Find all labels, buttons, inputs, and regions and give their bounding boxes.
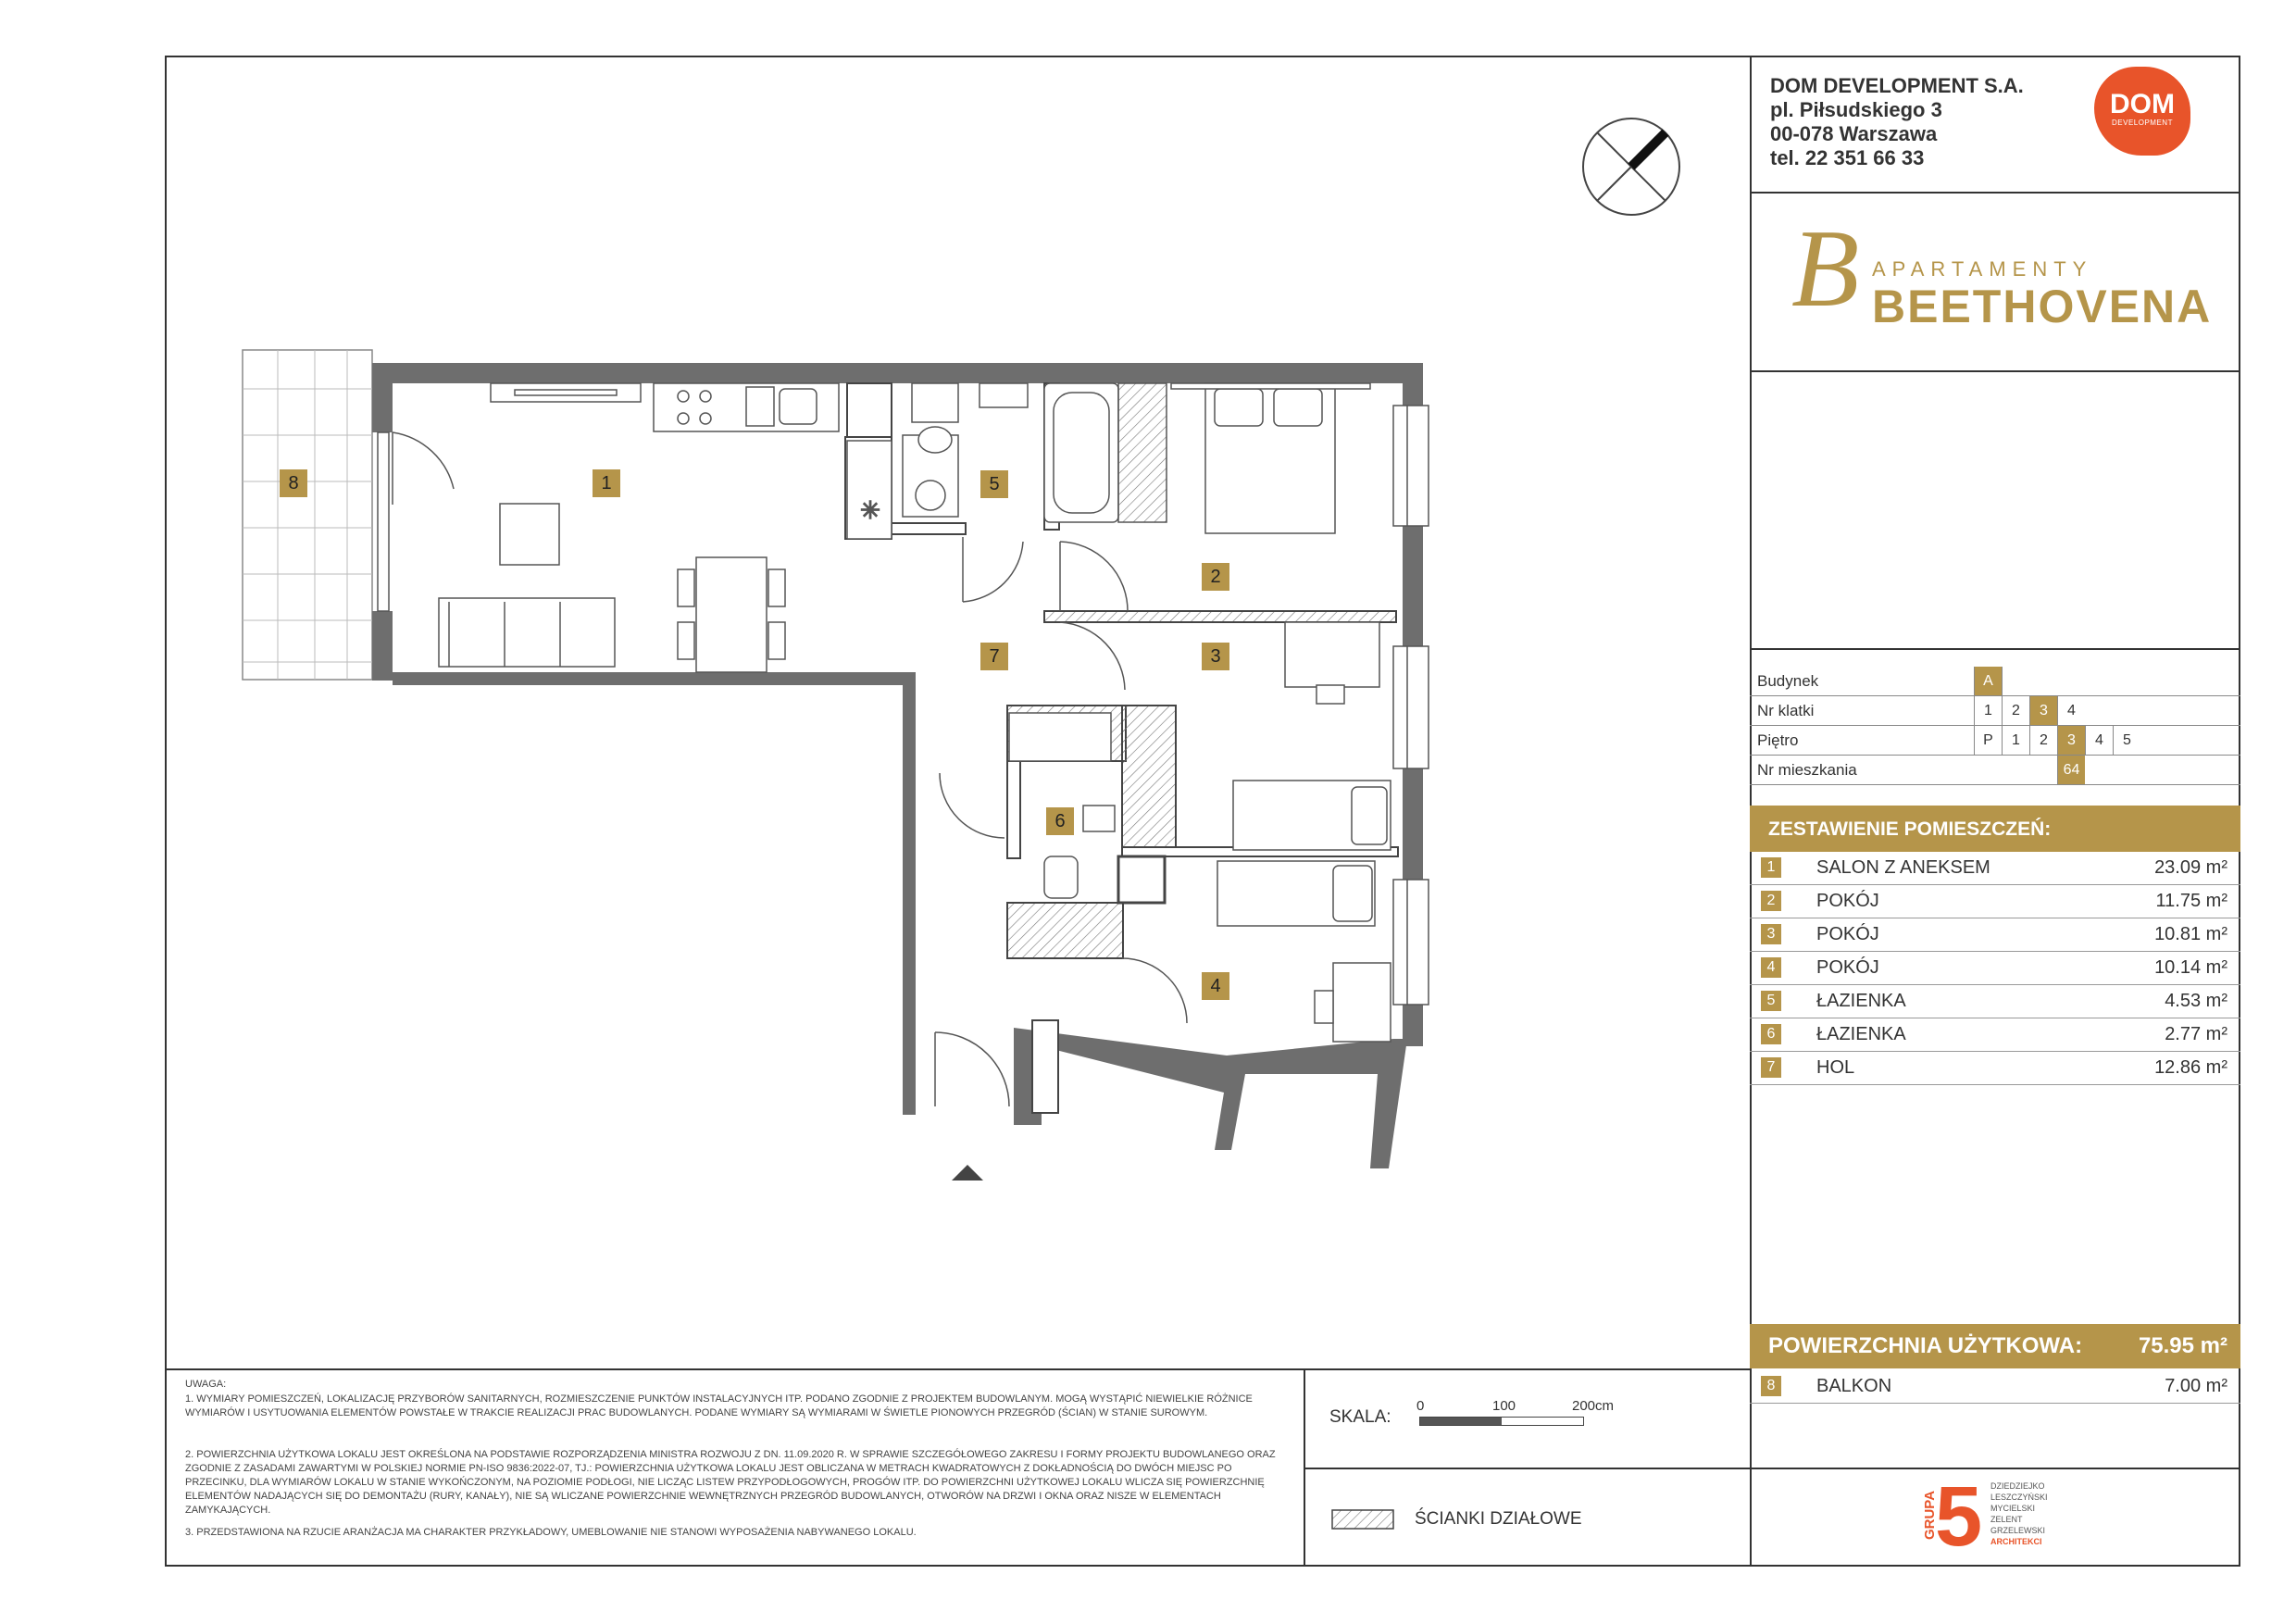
room-area: 2.77 m² <box>2165 1024 2227 1044</box>
architect-line-3: MYCIELSKI <box>1990 1504 2036 1513</box>
building-label: Budynek <box>1757 672 1819 690</box>
room-row <box>1750 1052 2240 1085</box>
floor-label: Piętro <box>1757 731 1799 749</box>
room-num: 4 <box>1761 957 1781 978</box>
apartment-row <box>1750 756 2240 785</box>
room-area: 12.86 m² <box>2154 1057 2227 1078</box>
bedroom-furniture <box>1171 383 1391 1042</box>
architect-line-1: DZIEDZIEJKO <box>1990 1481 2045 1491</box>
stairwell-cell: 2 <box>2002 696 2029 725</box>
room-label-8: 8 <box>280 469 307 497</box>
scale-tick-0: 0 <box>1416 1398 1425 1414</box>
architect-line-5: GRZELEWSKI <box>1990 1526 2046 1535</box>
stairwell-cell: 4 <box>2057 696 2085 725</box>
scale-bar <box>1419 1417 1584 1426</box>
room-label-4: 4 <box>1202 972 1229 1000</box>
room-label-5: 5 <box>980 470 1008 498</box>
scale-tick-1: 100 <box>1492 1398 1516 1414</box>
floor-cell: P <box>1974 726 2002 755</box>
dom-development-logo <box>2094 67 2190 156</box>
logo-main-text: DOM <box>2110 89 2175 119</box>
room-row <box>1750 985 2240 1018</box>
room-name: POKÓJ <box>1816 957 1879 978</box>
floor-cell-selected: 3 <box>2057 726 2085 755</box>
apartment-cell: 64 <box>2057 756 2085 784</box>
room-area: 10.81 m² <box>2154 924 2227 944</box>
room-name: POKÓJ <box>1816 891 1879 911</box>
floor-cell: 5 <box>2113 726 2140 755</box>
grupa-text: GRUPA <box>1922 1490 1939 1541</box>
building-cell: A <box>1974 667 2002 695</box>
architect-line-6: ARCHITEKCI <box>1990 1537 2042 1546</box>
room-name: SALON Z ANEKSEM <box>1816 857 1990 878</box>
floor-cell: 2 <box>2029 726 2057 755</box>
five-text: 5 <box>1935 1469 1983 1564</box>
building-row <box>1750 667 2240 696</box>
room-row <box>1750 1018 2240 1052</box>
living-furniture <box>439 504 785 672</box>
rooms-title <box>1750 806 2240 852</box>
project-name-bottom: BEETHOVENA <box>1872 281 2213 332</box>
room-name: ŁAZIENKA <box>1816 1024 1906 1044</box>
balcony-row <box>1750 1370 2240 1404</box>
logo-sub-text: DEVELOPMENT <box>2112 119 2173 127</box>
company-address-2: 00-078 Warszawa <box>1770 122 1938 145</box>
partition-legend-swatch <box>1331 1509 1394 1530</box>
sidebar-hline-1 <box>1750 192 2240 194</box>
sidebar-hline-2 <box>1750 370 2240 372</box>
room-label-3: 3 <box>1202 643 1229 670</box>
floor-cell: 4 <box>2085 726 2113 755</box>
room-num: 3 <box>1761 924 1781 944</box>
room-row <box>1750 852 2240 885</box>
architect-logo <box>1918 1469 2103 1564</box>
balcony-area: 7.00 m² <box>2165 1376 2227 1396</box>
stairwell-row <box>1750 696 2240 726</box>
room-num: 5 <box>1761 991 1781 1011</box>
room-num: 1 <box>1761 857 1781 878</box>
room-label-7: 7 <box>980 643 1008 670</box>
scale-divider <box>1304 1468 1750 1469</box>
apartment-label: Nr mieszkania <box>1757 761 1857 779</box>
usable-area-value: 75.95 m² <box>2138 1333 2227 1358</box>
room-name: ŁAZIENKA <box>1816 991 1906 1011</box>
room-area: 4.53 m² <box>2165 991 2227 1011</box>
room-num: 6 <box>1761 1024 1781 1044</box>
usable-area-bar <box>1750 1324 2240 1368</box>
balcony-name: BALKON <box>1816 1376 1892 1396</box>
note-3: 3. PRZEDSTAWIONA NA RZUCIE ARANŻACJA MA CHARAKTER PRZYKŁADOWY, UMEBLOWANIE NIE STANOWI WYPOSAŻENIA NABYWANEGO LOKALU. <box>185 1527 917 1538</box>
company-address-1: pl. Piłsudskiego 3 <box>1770 98 1942 121</box>
architect-line-2: LESZCZYŃSKI <box>1990 1493 2048 1502</box>
svg-text:✳: ✳ <box>860 496 880 524</box>
stairwell-cell: 1 <box>1974 696 2002 725</box>
room-num: 7 <box>1761 1057 1781 1078</box>
room-name: POKÓJ <box>1816 924 1879 944</box>
scale-tick-2: 200cm <box>1572 1398 1615 1414</box>
sidebar-hline-3 <box>1750 648 2240 650</box>
room-label-6: 6 <box>1046 807 1074 835</box>
balcony-num: 8 <box>1761 1376 1781 1396</box>
empty-cell <box>2002 667 2029 695</box>
company-phone: tel. 22 351 66 33 <box>1770 146 1925 169</box>
notes-title: UWAGA: <box>185 1379 227 1390</box>
room-area: 10.14 m² <box>2154 957 2227 978</box>
sidebar-hline-4 <box>1750 1468 2240 1469</box>
rooms-title-text: ZESTAWIENIE POMIESZCZEŃ: <box>1768 818 2052 840</box>
room-area: 11.75 m² <box>2155 891 2227 911</box>
scale-bar-filled <box>1420 1418 1502 1425</box>
room-label-1: 1 <box>593 469 620 497</box>
room-num: 2 <box>1761 891 1781 911</box>
room-row <box>1750 952 2240 985</box>
architect-line-4: ZELENT <box>1990 1515 2023 1524</box>
note-2: 2. POWIERZCHNIA UŻYTKOWA LOKALU JEST OKREŚLONA NA PODSTAWIE ROZPORZĄDZENIA MINISTRA ROZWOJU Z DN. 11.09.2020 R. W SPRAWIE SZCZEGÓŁOWEGO ZAKRESU I FORMY PROJEKTU BUDOWLANEGO ORAZ ZGODNIE Z ZASADAMI ZAWARTYMI W POLSKIEJ NORMIE PN-ISO 9836:2022-07, TJ.: POWIERZCHNIA UŻYTKOWA LOKALU JEST OBLICZANA W METRACH KWADRATOWYCH Z DOKŁADNOŚCIĄ DO DWÓCH MIEJSC PO PRZECINKU, DLA WYMIARÓW LOKALU W STANIE WYKOŃCZONYM, NA POZIOMIE PODŁOGI, NIE LICZĄC LISTEW PRZYPODŁOGOWYCH, PROGÓW ITP. DO POWIERZCHNI UŻYTKOWEJ LOKALU WLICZA SIĘ POWIERZCHNIĘ ELEMENTÓW NADAJĄCYCH SIĘ DO DEMONTAŻU (RURY, KANAŁY), NIE SĄ WLICZANE POWIERZCHNIE WEWNĘTRZNYCH PRZEGRÓD BUDOWLANYCH, OTWORÓW NA DRZWI I OKNA ORAZ NISZE W ELEMENTACH ZAMYKAJĄCYCH. <box>185 1449 1276 1516</box>
room-row <box>1750 918 2240 952</box>
entrance-arrow-icon <box>952 1165 983 1181</box>
north-arrow-icon <box>1583 119 1679 215</box>
room-label-2: 2 <box>1202 563 1229 591</box>
stairwell-label: Nr klatki <box>1757 702 1815 719</box>
partition-legend-label: ŚCIANKI DZIAŁOWE <box>1415 1509 1582 1529</box>
project-monogram: B <box>1791 206 1860 330</box>
notes-divider-top <box>165 1368 1750 1370</box>
room-area: 23.09 m² <box>2154 857 2227 878</box>
project-name-top: APARTAMENTY <box>1872 257 2093 281</box>
room-name: HOL <box>1816 1057 1855 1078</box>
balcony <box>243 350 372 680</box>
room-row <box>1750 885 2240 918</box>
floor-cell: 1 <box>2002 726 2029 755</box>
stairwell-cell-selected: 3 <box>2029 696 2057 725</box>
usable-area-label: POWIERZCHNIA UŻYTKOWA: <box>1768 1333 2083 1358</box>
floor-row <box>1750 726 2240 756</box>
note-1: 1. WYMIARY POMIESZCZEŃ, LOKALIZACJĘ PRZYBORÓW SANITARNYCH, ROZMIESZCZENIE PUNKTÓW INSTALACYJNYCH ITP. PODANO ZGODNIE Z PROJEKTEM BUDOWLANYM. MOGĄ WYSTĄPIĆ NIEWIELKIE RÓŻNICE WYMIARÓW I USYTUOWANIA ELEMENTÓW POWSTAŁE W TRAKCIE REALIZACJI PRAC BUDOWLANYCH. PODANE WYMIARY SĄ WYMIARAMI W ŚWIETLE PIONOWYCH PRZEGRÓD (ŚCIAN) W STANIE SUROWYM. <box>185 1393 1253 1418</box>
scale-label: SKALA: <box>1329 1407 1391 1427</box>
company-name: DOM DEVELOPMENT S.A. <box>1770 74 2024 97</box>
